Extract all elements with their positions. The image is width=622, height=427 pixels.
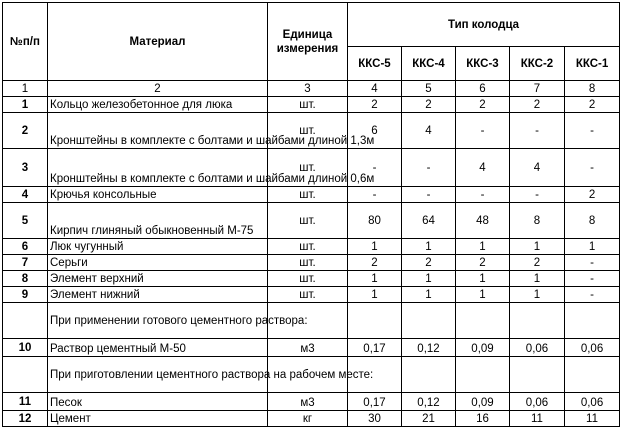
row-material: Крючья консольные xyxy=(48,187,268,203)
row-value: - xyxy=(348,149,402,187)
table-row xyxy=(3,149,620,187)
row-value: 2 xyxy=(402,97,456,113)
row-material: Кронштейны в комплекте с болтами и шайбами длиной 1,3м xyxy=(48,113,268,149)
row-value: 1 xyxy=(348,239,402,255)
row-value: 1 xyxy=(348,287,402,303)
table-row xyxy=(3,203,620,239)
row-material: Кирпич глиняный обыкновенный М-75 xyxy=(48,203,268,239)
row-number: 7 xyxy=(3,255,48,271)
row-number: 11 xyxy=(3,393,48,411)
row-number: 3 xyxy=(3,149,48,187)
row-unit: кг xyxy=(268,411,348,427)
index-cell: 8 xyxy=(565,81,620,97)
table-row xyxy=(3,187,620,203)
row-unit: шт. xyxy=(268,187,348,203)
row-value: 1 xyxy=(402,287,456,303)
row-material: Люк чугунный xyxy=(48,239,268,255)
note-row xyxy=(3,357,620,393)
row-value: 1 xyxy=(456,239,510,255)
row-material: Кронштейны в комплекте с болтами и шайбами длиной 0,6м xyxy=(48,149,268,187)
row-unit: шт. xyxy=(268,97,348,113)
row-value: 4 xyxy=(456,149,510,187)
row-value: - xyxy=(565,287,620,303)
row-unit: шт. xyxy=(268,287,348,303)
row-value: - xyxy=(565,255,620,271)
note-empty-cell xyxy=(510,303,565,339)
row-value: - xyxy=(565,271,620,287)
table-row xyxy=(3,97,620,113)
row-value: 0,09 xyxy=(456,393,510,411)
table-row xyxy=(3,271,620,287)
header-type-kks3: ККС-3 xyxy=(456,47,510,81)
row-value: - xyxy=(456,187,510,203)
note-row xyxy=(3,303,620,339)
row-value: 1 xyxy=(510,287,565,303)
header-unit xyxy=(268,3,348,81)
row-number: 10 xyxy=(3,339,48,357)
note-empty-cell xyxy=(3,357,48,393)
row-value: 2 xyxy=(565,187,620,203)
row-value: 2 xyxy=(510,255,565,271)
row-value: 4 xyxy=(510,149,565,187)
row-value: 1 xyxy=(402,271,456,287)
row-value: 0,06 xyxy=(510,393,565,411)
row-material: Элемент верхний xyxy=(48,271,268,287)
table-row xyxy=(3,113,620,149)
index-cell: 6 xyxy=(456,81,510,97)
header-num: №п/п xyxy=(3,3,48,81)
row-number: 8 xyxy=(3,271,48,287)
row-value: 11 xyxy=(510,411,565,427)
header-type-kks4: ККС-4 xyxy=(402,47,456,81)
row-value: 4 xyxy=(402,113,456,149)
row-value: 1 xyxy=(456,287,510,303)
table-row xyxy=(3,255,620,271)
row-material: Раствор цементный М-50 xyxy=(48,339,268,357)
index-cell: 7 xyxy=(510,81,565,97)
row-value: 0,12 xyxy=(402,393,456,411)
row-unit: шт. xyxy=(268,203,348,239)
header-unit-line2: измерения xyxy=(276,42,339,55)
table-row xyxy=(3,411,620,427)
row-value: 1 xyxy=(348,271,402,287)
row-number: 2 xyxy=(3,113,48,149)
row-value: 2 xyxy=(456,255,510,271)
row-value: 11 xyxy=(565,411,620,427)
row-value: 21 xyxy=(402,411,456,427)
table-row xyxy=(3,339,620,357)
table-row xyxy=(3,239,620,255)
header-unit-line1: Единица xyxy=(282,28,333,41)
row-unit: шт. xyxy=(268,149,348,187)
row-value: - xyxy=(402,149,456,187)
row-value: 2 xyxy=(402,255,456,271)
note-empty-cell xyxy=(402,303,456,339)
row-material: Песок xyxy=(48,393,268,411)
row-value: 0,06 xyxy=(510,339,565,357)
note-site-preparation: При приготовлении цементного раствора на рабочем месте: xyxy=(48,357,268,393)
table-row xyxy=(3,393,620,411)
row-unit: м3 xyxy=(268,339,348,357)
index-cell: 3 xyxy=(268,81,348,97)
row-value: 0,09 xyxy=(456,339,510,357)
row-material: Серьги xyxy=(48,255,268,271)
table-row xyxy=(3,287,620,303)
row-value: 2 xyxy=(565,97,620,113)
row-unit: м3 xyxy=(268,393,348,411)
note-empty-cell xyxy=(3,303,48,339)
row-value: - xyxy=(565,113,620,149)
note-empty-cell xyxy=(456,303,510,339)
row-value: - xyxy=(510,113,565,149)
row-value: 0,17 xyxy=(348,339,402,357)
row-value: - xyxy=(456,113,510,149)
row-number: 9 xyxy=(3,287,48,303)
note-empty-cell xyxy=(456,357,510,393)
row-number: 4 xyxy=(3,187,48,203)
row-value: 1 xyxy=(565,239,620,255)
index-cell: 2 xyxy=(48,81,268,97)
row-value: 1 xyxy=(402,239,456,255)
row-value: - xyxy=(348,187,402,203)
row-value: - xyxy=(402,187,456,203)
row-value: - xyxy=(510,187,565,203)
row-material: Элемент нижний xyxy=(48,287,268,303)
row-number: 12 xyxy=(3,411,48,427)
note-empty-cell xyxy=(510,357,565,393)
row-number: 6 xyxy=(3,239,48,255)
row-value: 0,12 xyxy=(402,339,456,357)
row-value: 1 xyxy=(510,271,565,287)
index-cell: 5 xyxy=(402,81,456,97)
header-type-kks2: ККС-2 xyxy=(510,47,565,81)
row-value: 64 xyxy=(402,203,456,239)
index-cell: 4 xyxy=(348,81,402,97)
row-value: 1 xyxy=(510,239,565,255)
row-unit: шт. xyxy=(268,255,348,271)
row-value: 8 xyxy=(565,203,620,239)
row-value: - xyxy=(565,149,620,187)
row-value: 0,17 xyxy=(348,393,402,411)
index-cell: 1 xyxy=(3,81,48,97)
materials-table xyxy=(2,2,620,427)
row-number: 1 xyxy=(3,97,48,113)
row-material: Цемент xyxy=(48,411,268,427)
index-row xyxy=(3,81,620,97)
note-empty-cell xyxy=(565,303,620,339)
row-unit: шт. xyxy=(268,239,348,255)
note-empty-cell xyxy=(565,357,620,393)
header-material: Материал xyxy=(48,3,268,81)
header-well-type: Тип колодца xyxy=(348,3,620,47)
header-type-kks1: ККС-1 xyxy=(565,47,620,81)
note-ready-solution: При применении готового цементного раствора: xyxy=(48,303,268,339)
row-unit: шт. xyxy=(268,113,348,149)
row-value: 0,06 xyxy=(565,339,620,357)
row-value: 80 xyxy=(348,203,402,239)
row-value: 30 xyxy=(348,411,402,427)
row-value: 8 xyxy=(510,203,565,239)
row-value: 2 xyxy=(510,97,565,113)
row-value: 2 xyxy=(456,97,510,113)
header-type-kks5: ККС-5 xyxy=(348,47,402,81)
row-value: 2 xyxy=(348,97,402,113)
row-value: 16 xyxy=(456,411,510,427)
row-value: 2 xyxy=(348,255,402,271)
row-value: 48 xyxy=(456,203,510,239)
row-value: 1 xyxy=(456,271,510,287)
note-empty-cell xyxy=(348,303,402,339)
row-material: Кольцо железобетонное для люка xyxy=(48,97,268,113)
row-unit: шт. xyxy=(268,271,348,287)
row-value: 0,06 xyxy=(565,393,620,411)
row-number: 5 xyxy=(3,203,48,239)
row-value: 6 xyxy=(348,113,402,149)
note-empty-cell xyxy=(402,357,456,393)
